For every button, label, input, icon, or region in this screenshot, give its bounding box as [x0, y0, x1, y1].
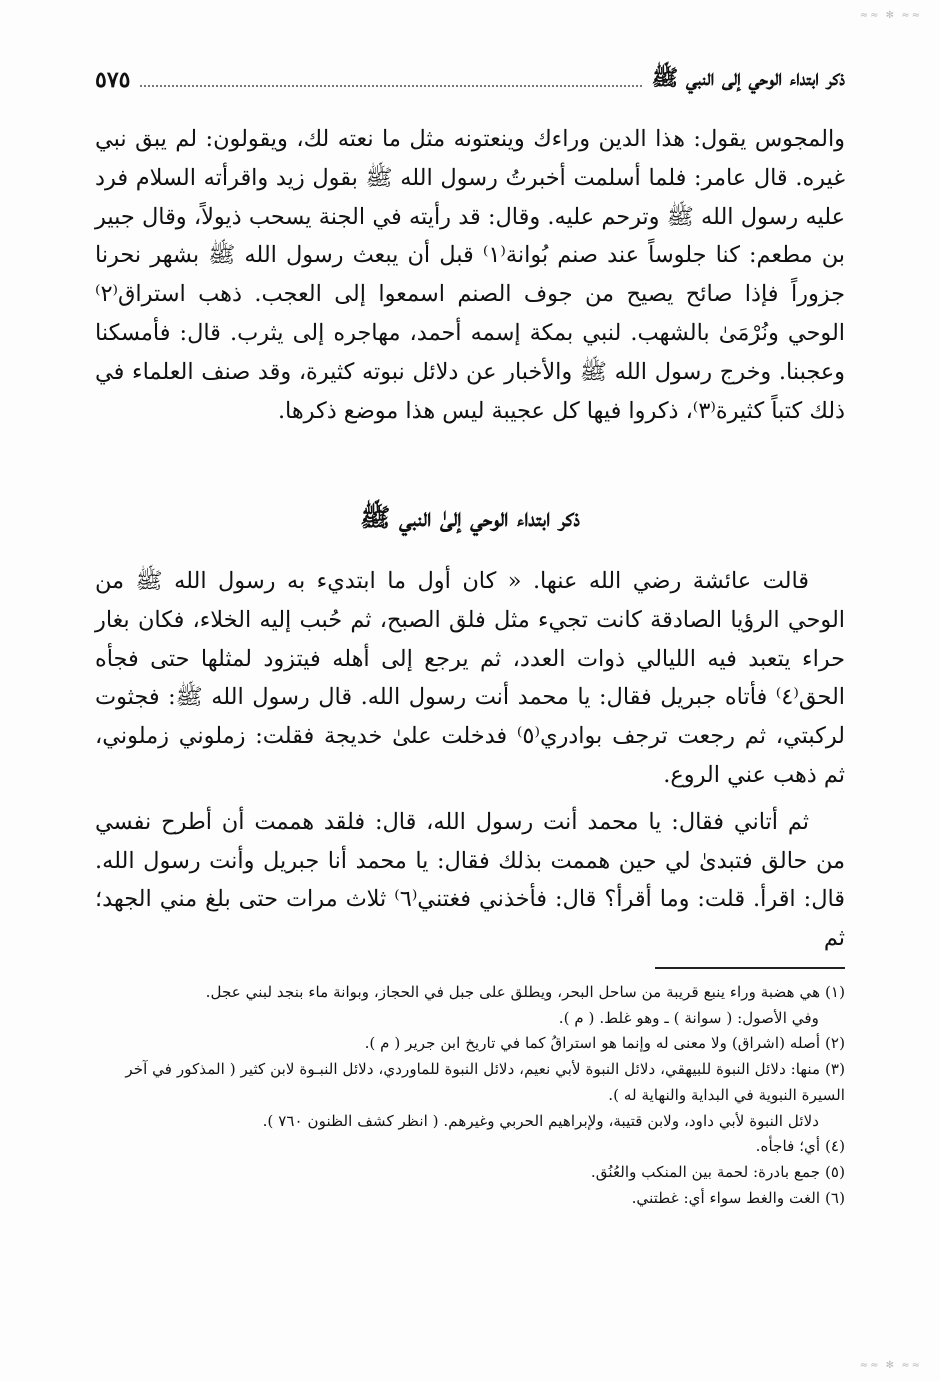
scan-edge-ornament: ≈≈ ✻ ≈≈ [859, 1360, 922, 1371]
section-heading: ذكر ابتداء الوحي إلىٰ النبي ﷺ [360, 503, 580, 532]
intro-paragraph: والمجوس يقول: هذا الدين وراءك وينعتونه مثل ما نعته لك، ويقولون: لم يبق نبي غيره. قال عامر: فلما أسلمت أخبرتُ رسول الله ﷺ بقول زيد واقرأته السلام فرد عليه رسول الله ﷺ وترحم عليه. وقال: قد رأيته في الجنة يسحب ذيولاً، وقال جبير بن مطعم: كنا جلوساً عند صنم بُوانة⁽١⁾ قبل أن يبعث رسول الله ﷺ بشهر نحرنا جزوراً فإذا صائح يصيح من جوف الصنم اسمعوا إلى العجب. ذهب استراق⁽٢⁾ الوحي ونُرْمَىٰ بالشهب. لنبي بمكة إسمه أحمد، مهاجره إلى يثرب. قال: فأمسكنا وعجبنا. وخرج رسول الله ﷺ والأخبار عن دلائل نبوته كثيرة، وقد صنف العلماء في ذلك كتباً كثيرة⁽٣⁾، ذكروا فيها كل عجيبة ليس هذا موضع ذكرها. [95, 126, 846, 424]
footnote-3-continuation: دلائل النبوة لأبي داود، ولابن قتيبة، ولإبراهيم الحربي وغيرهم. ( انظر كشف الظنون ٧٦٠ ). [262, 1111, 819, 1130]
page-number: ٥٧٥ [95, 67, 131, 93]
running-header [95, 62, 845, 98]
scan-edge-ornament: ≈≈ ✻ ≈≈ [859, 10, 922, 21]
header-title: ذكر ابتداء الوحي إلى النبي ﷺ [651, 65, 845, 91]
intro-text-block [95, 120, 845, 430]
footnote-4: (٤) أي؛ فاجأه. [755, 1137, 845, 1156]
footnote-1: (١) هي هضبة وراء ينبع قريبة من ساحل البحر، ويطلق على جبل في الحجاز، وبوانة ماء بنجد لبني عجل. [205, 983, 845, 1001]
footnote-separator [655, 967, 845, 969]
footnote-3: (٣) منها: دلائل النبوة للبيهقي، دلائل النبوة لأبي نعيم، دلائل النبوة للماوردي، دلائل النبـوة لابن كثير ( المذكور في آخر السيرة النبوية في البداية والنهاية له ). [125, 1060, 845, 1104]
section-paragraph: قالت عائشة رضي الله عنها. « كان أول ما ابتديء به رسول الله ﷺ من الوحي الرؤيا الصادقة كانت تجيء مثل فلق الصبح، ثم حُبب إليه الخلاء، فكان بغار حراء يتعبد فيه الليالي ذوات العدد، ثم يرجع إلى أهله فيتزود لمثلها حتى فجأه الحق⁽٤⁾ فأتاه جبريل فقال: يا محمد أنت رسول الله. قال رسول الله ﷺ: فجثوت لركبتي، ثم رجعت ترجف بوادري⁽٥⁾ فدخلت علىٰ خديجة فقلت: زملوني زملوني، ثم ذهب عني الروع. [95, 568, 845, 788]
footnote-1-continuation: وفي الأصول: ( سوانة ) ـ وهو غلط. ( م ). [558, 1008, 819, 1027]
header-dotted-leader [140, 73, 641, 87]
section-text-block [95, 562, 845, 958]
footnotes [95, 980, 845, 1211]
footnote-6: (٦) الغت والغط سواء أي: غطتني. [631, 1188, 845, 1207]
footnote-2: (٢) أصله (اشراق) ولا معنى له وإنما هو استراقُ كما في تاريخ ابن جرير ( م ). [364, 1034, 845, 1053]
section-paragraph: ثم أتاني فقال: يا محمد أنت رسول الله، قال: فلقد هممت أن أطرح نفسي من حالق فتبدىٰ لي حين هممت بذلك فقال: يا محمد أنا جبريل وأنت رسول الله. قال: اقرأ. قلت: وما أقرأ؟ قال: فأخذني فغتني⁽٦⁾ ثلاث مرات حتى بلغ مني الجهد؛ ثم [95, 808, 845, 952]
footnote-5: (٥) جمع بادرة: لحمة بين المنكب والعُنُق. [590, 1162, 845, 1181]
